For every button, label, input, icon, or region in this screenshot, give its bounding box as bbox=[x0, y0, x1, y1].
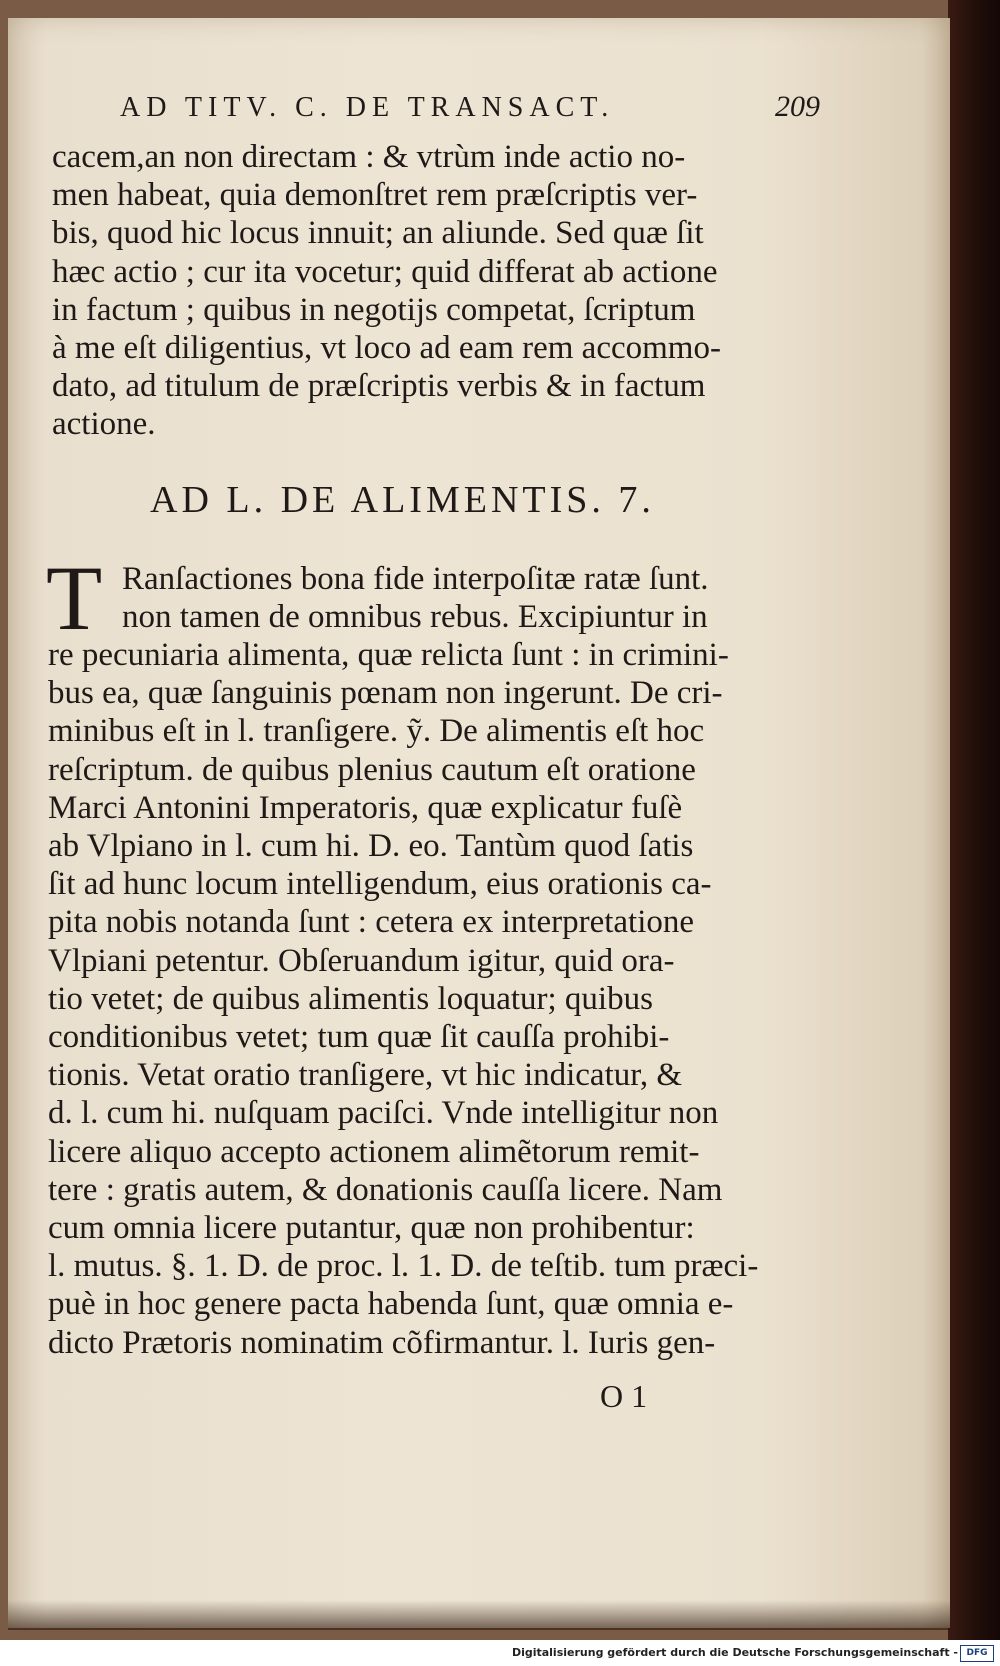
page-number: 209 bbox=[775, 90, 820, 123]
text-line: l. mutus. §. 1. D. de proc. l. 1. D. de teſtib. tum præci- bbox=[48, 1248, 759, 1285]
text-line: licere aliquo accepto actionem alimẽtorum remit- bbox=[48, 1133, 700, 1170]
text-line: reſcriptum. de quibus plenius cautum eſt oratione bbox=[48, 751, 696, 788]
text-line: conditionibus vetet; tum quæ ſit cauſſa prohibi- bbox=[48, 1019, 670, 1056]
dfg-logo[interactable]: DFG bbox=[960, 1645, 994, 1662]
paragraph-2-indented bbox=[122, 560, 822, 636]
text-line: à me eſt diligentius, vt loco ad eam rem accommo- bbox=[52, 330, 721, 367]
text-line: bus ea, quæ ſanguinis pœnam non ingerunt. De cri- bbox=[48, 675, 723, 712]
paragraph-2 bbox=[48, 636, 822, 1362]
running-head bbox=[120, 92, 820, 132]
catchword: O 1 bbox=[600, 1378, 648, 1414]
text-line: in factum ; quibus in negotijs competat, ſcriptum bbox=[52, 291, 696, 328]
text-line: ſit ad hunc locum intelligendum, eius orationis ca- bbox=[48, 866, 712, 903]
page-bottom-shadow bbox=[8, 1600, 950, 1630]
text-line: bis, quod hic locus innuit; an aliunde. Sed quæ ſit bbox=[52, 215, 704, 252]
text-line: re pecuniaria alimenta, quæ relicta ſunt : in crimini- bbox=[48, 637, 729, 673]
text-line: dato, ad titulum de præſcriptis verbis & in factum bbox=[52, 368, 706, 405]
text-line: non tamen de omnibus rebus. Excipiuntur in bbox=[122, 599, 708, 636]
text-line: Marci Antonini Imperatoris, quæ explicatur fuſè bbox=[48, 789, 683, 826]
book-cover-edge bbox=[948, 0, 1000, 1640]
section-heading: AD L. DE ALIMENTIS. 7. bbox=[150, 479, 655, 521]
text-line: tionis. Vetat oratio tranſigere, vt hic indicatur, & bbox=[48, 1057, 683, 1094]
text-line: pita nobis notanda ſunt : cetera ex interpretatione bbox=[48, 904, 695, 941]
text-line: puè in hoc genere pacta habenda ſunt, quæ omnia e- bbox=[48, 1286, 734, 1323]
text-line: men habeat, quia demonſtret rem præſcriptis ver- bbox=[52, 177, 698, 214]
text-line: d. l. cum hi. nuſquam paciſci. Vnde intelligitur non bbox=[48, 1095, 719, 1132]
text-line: tio vetet; de quibus alimentis loquatur; quibus bbox=[48, 980, 653, 1017]
drop-cap-initial: T bbox=[46, 547, 103, 649]
text-line: dicto Prætoris nominatim cõfirmantur. l. Iuris gen- bbox=[48, 1324, 716, 1361]
paragraph-1 bbox=[52, 138, 822, 444]
text-line: tere : gratis autem, & donationis cauſſa licere. Nam bbox=[48, 1171, 723, 1208]
text-line: ab Vlpiano in l. cum hi. D. eo. Tantùm quod ſatis bbox=[48, 828, 694, 865]
text-line: hæc actio ; cur ita vocetur; quid differat ab actione bbox=[52, 253, 718, 290]
text-line: cum omnia licere putantur, quæ non prohibentur: bbox=[48, 1210, 695, 1247]
text-line: actione. bbox=[52, 406, 156, 443]
text-line: Ranſactiones bona fide interpoſitæ ratæ ſunt. bbox=[122, 561, 709, 597]
footer-credit: Digitalisierung gefördert durch die Deutsche Forschungsgemeinschaft - bbox=[511, 1646, 958, 1659]
running-head-title: AD TITV. C. DE TRANSACT. bbox=[120, 92, 615, 123]
text-line: Vlpiani petentur. Obſeruandum igitur, quid ora- bbox=[48, 942, 675, 979]
text-line: minibus eſt in l. tranſigere. ỹ. De alimentis eſt hoc bbox=[48, 713, 705, 750]
footer bbox=[0, 1640, 1000, 1666]
text-line: cacem,an non directam : & vtrùm inde actio no- bbox=[52, 139, 686, 175]
